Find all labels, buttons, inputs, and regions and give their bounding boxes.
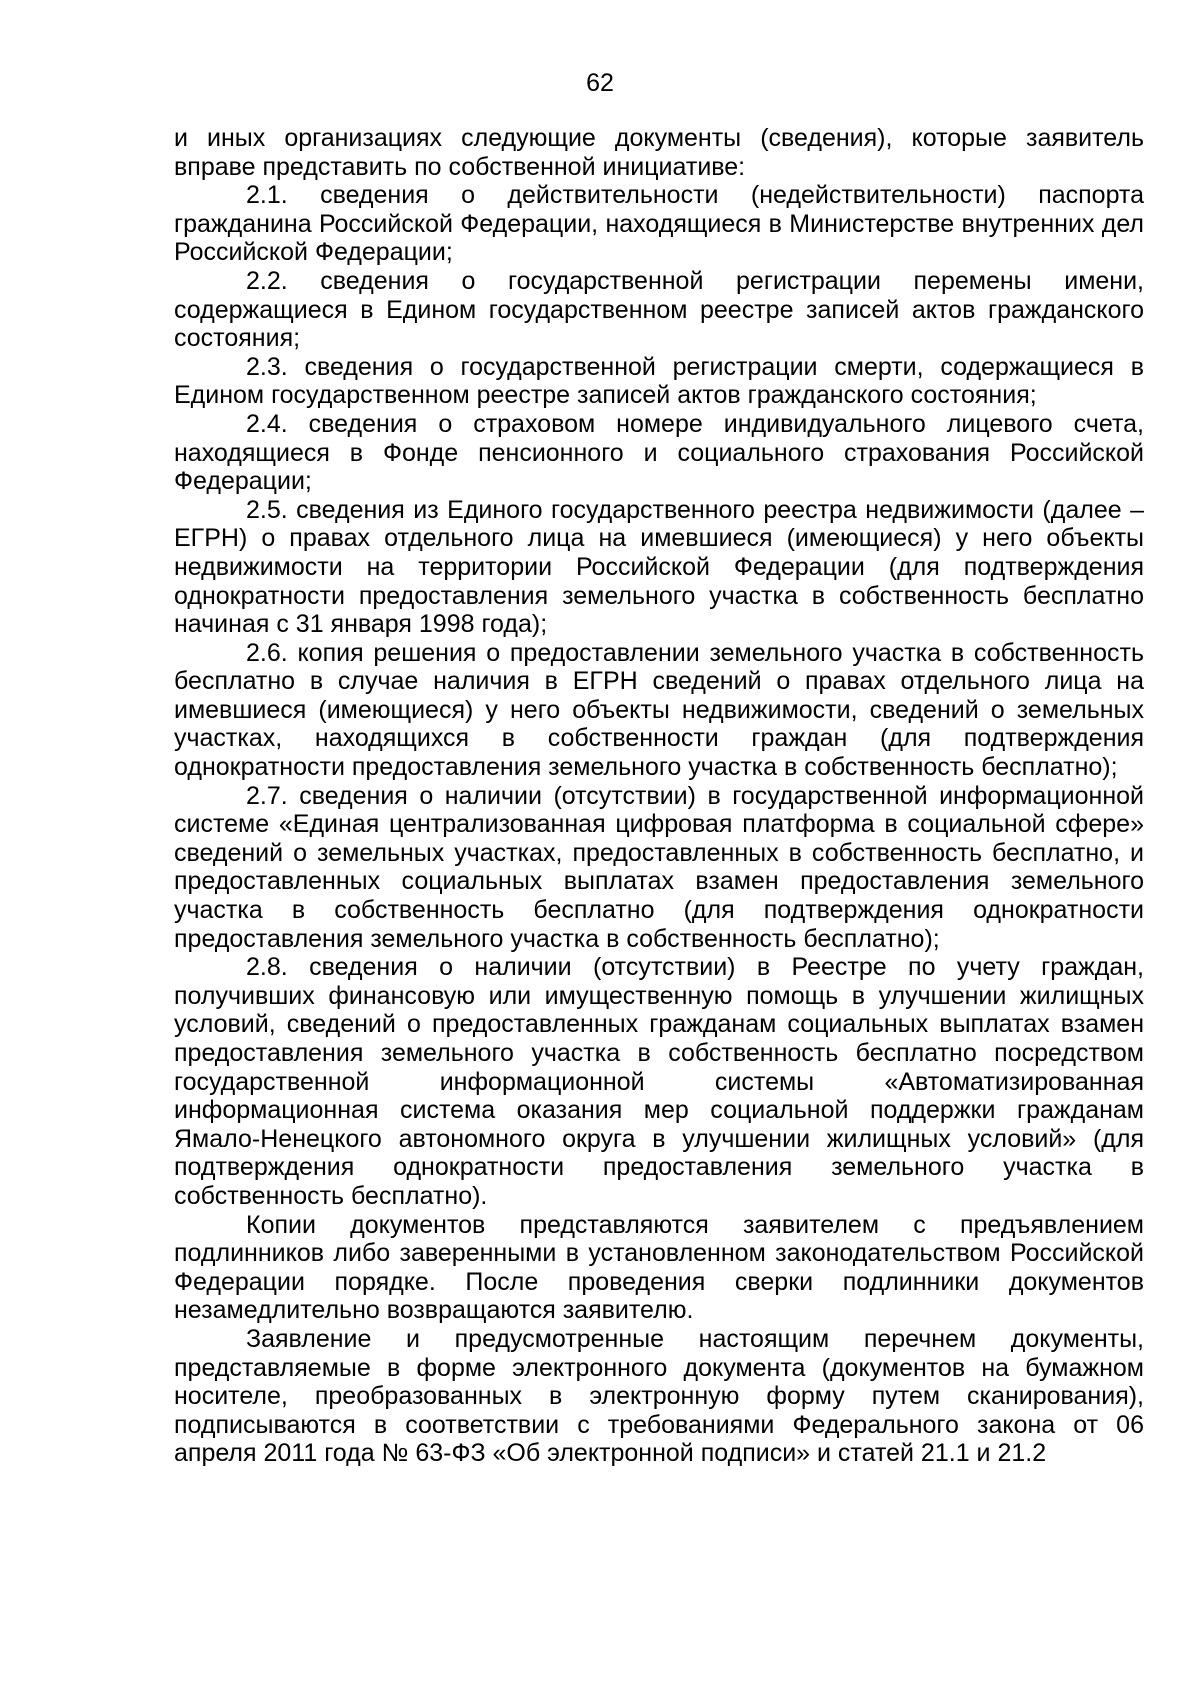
paragraph-application: Заявление и предусмотренные настоящим перечнем документы, представляемые в форме электронного документа (документов на бумажном носителе, преобразованных в электронную форму путем сканирования), подписываются в соответствии с требованиями Федерального закона от 06 апреля 2011 года № 63-ФЗ «Об электронной подписи» и статей 21.1 и 21.2 <box>174 1324 1144 1468</box>
paragraph-item-2-5: 2.5. сведения из Единого государственного реестра недвижимости (далее – ЕГРН) о правах отдельного лица на имевшиеся (имеющиеся) у него объекты недвижимости на территории Российской Федерации (для подтверждения однократности предоставления земельного участка в собственность бесплатно начиная с 31 января 1998 года); <box>174 495 1144 639</box>
paragraph-copies: Копии документов представляются заявителем с предъявлением подлинников либо заверенными в установленном законодательством Российской Федерации порядке. После проведения сверки подлинники документов незамедлительно возвращаются заявителю. <box>174 1210 1144 1325</box>
paragraph-item-2-7: 2.7. сведения о наличии (отсутствии) в государственной информационной системе «Единая централизованная цифровая платформа в социальной сфере» сведений о земельных участках, предоставленных в собственность бесплатно, и предоставленных социальных выплатах взамен предоставления земельного участка в собственность бесплатно (для подтверждения однократности предоставления земельного участка в собственность бесплатно); <box>174 781 1144 953</box>
paragraph-item-2-8: 2.8. сведения о наличии (отсутствии) в Реестре по учету граждан, получивших финансовую или имущественную помощь в улучшении жилищных условий, сведений о предоставленных гражданам социальных выплатах взамен предоставления земельного участка в собственность бесплатно посредством государственной информационной системы «Автоматизированная информационная система оказания мер социальной поддержки гражданам Ямало-Ненецкого автономного округа в улучшении жилищных условий» (для подтверждения однократности предоставления земельного участка в собственность бесплатно). <box>174 953 1144 1210</box>
paragraph-item-2-4: 2.4. сведения о страховом номере индивидуального лицевого счета, находящиеся в Фонде пенсионного и социального страхования Российской Федерации; <box>174 409 1144 496</box>
paragraph-item-2-3: 2.3. сведения о государственной регистрации смерти, содержащиеся в Едином государственном реестре записей актов гражданского состояния; <box>174 352 1144 410</box>
paragraph-item-2-2: 2.2. сведения о государственной регистрации перемены имени, содержащиеся в Едином государственном реестре записей актов гражданского состояния; <box>174 266 1144 353</box>
document-body <box>174 124 1144 1468</box>
paragraph-item-2-6: 2.6. копия решения о предоставлении земельного участка в собственность бесплатно в случае наличия в ЕГРН сведений о правах отдельного лица на имевшиеся (имеющиеся) у него объекты недвижимости, сведений о земельных участках, находящихся в собственности граждан (для подтверждения однократности предоставления земельного участка в собственность бесплатно); <box>174 638 1144 782</box>
paragraph-intro: и иных организациях следующие документы (сведения), которые заявитель вправе представить по собственной инициативе: <box>174 124 1144 181</box>
paragraph-item-2-1: 2.1. сведения о действительности (недействительности) паспорта гражданина Российской Федерации, находящиеся в Министерстве внутренних дел Российской Федерации; <box>174 181 1144 267</box>
page-number: 62 <box>586 69 614 97</box>
